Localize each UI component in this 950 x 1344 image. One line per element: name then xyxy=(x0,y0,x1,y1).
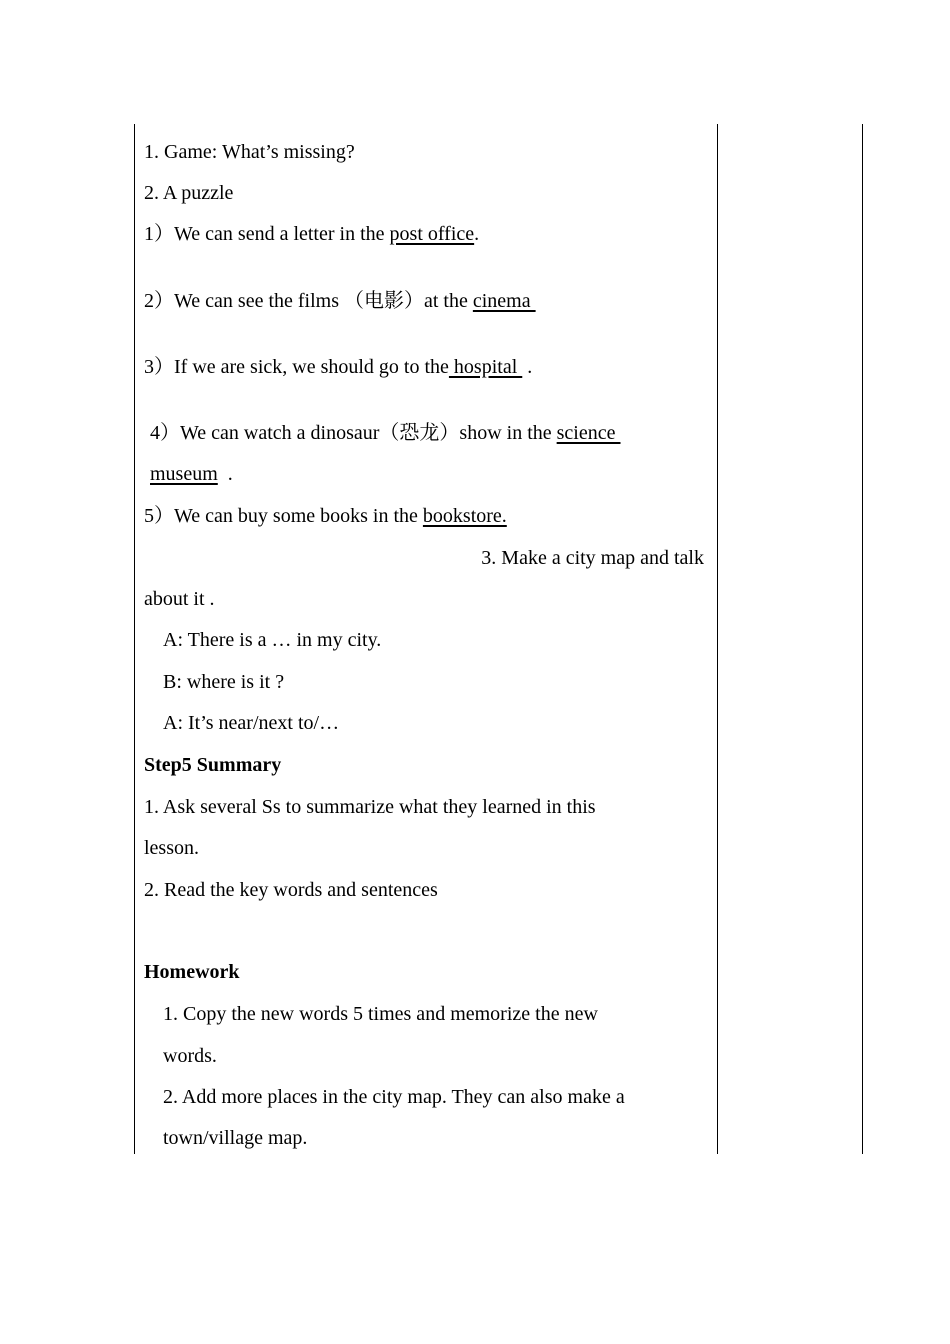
puzzle-heading: 2. A puzzle xyxy=(144,182,234,204)
puzzle-item-3-text: 3）If we are sick, we should go to the xyxy=(144,356,449,378)
puzzle-item-4-text: 4）We can watch a dinosaur（恐龙）show in the xyxy=(150,422,557,444)
puzzle-item-4-end: . xyxy=(217,463,233,485)
puzzle-item-1 xyxy=(144,224,479,244)
homework-title: Homework xyxy=(144,961,240,983)
puzzle-item-3-answer: hospital xyxy=(448,356,523,378)
puzzle-item-5-text: 5）We can buy some books in the xyxy=(144,505,423,527)
puzzle-item-3 xyxy=(144,357,532,377)
puzzle-item-4 xyxy=(150,423,621,443)
homework-item-2: 2. Add more places in the city map. They can also make a xyxy=(163,1086,625,1108)
city-map-heading-continued: about it . xyxy=(144,588,215,610)
dialogue-line-2: B: where is it ? xyxy=(163,671,285,693)
summary-item-1: 1. Ask several Ss to summarize what they learned in this xyxy=(144,796,596,818)
puzzle-item-3-end: . xyxy=(522,356,533,378)
dialogue-line-1: A: There is a … in my city. xyxy=(163,629,382,651)
puzzle-item-5 xyxy=(144,506,507,526)
homework-item-2-continued: town/village map. xyxy=(163,1127,308,1149)
summary-title: Step5 Summary xyxy=(144,754,282,776)
puzzle-item-1-answer: post office xyxy=(389,223,475,245)
puzzle-item-5-answer: bookstore. xyxy=(422,505,507,527)
table-left-border xyxy=(134,124,135,1154)
table-right-border xyxy=(862,124,863,1154)
puzzle-item-4-continued xyxy=(150,464,233,484)
summary-item-1-continued: lesson. xyxy=(144,837,199,859)
dialogue-line-3: A: It’s near/next to/… xyxy=(163,712,340,734)
puzzle-item-1-text: 1）We can send a letter in the xyxy=(144,223,390,245)
puzzle-item-4-answer: science xyxy=(556,422,621,444)
puzzle-item-2-answer: cinema xyxy=(472,290,536,312)
homework-item-1: 1. Copy the new words 5 times and memorize the new xyxy=(163,1003,598,1025)
puzzle-item-2-text: 2）We can see the films （电影）at the xyxy=(144,290,473,312)
summary-item-2: 2. Read the key words and sentences xyxy=(144,879,438,901)
puzzle-item-4-answer-2: museum xyxy=(150,463,218,485)
puzzle-item-2 xyxy=(144,291,536,311)
table-middle-border xyxy=(717,124,718,1154)
game-heading: 1. Game: What’s missing? xyxy=(144,141,355,163)
puzzle-item-1-end: . xyxy=(474,223,480,245)
city-map-heading: 3. Make a city map and talk xyxy=(481,547,704,569)
homework-item-1-continued: words. xyxy=(163,1045,217,1067)
